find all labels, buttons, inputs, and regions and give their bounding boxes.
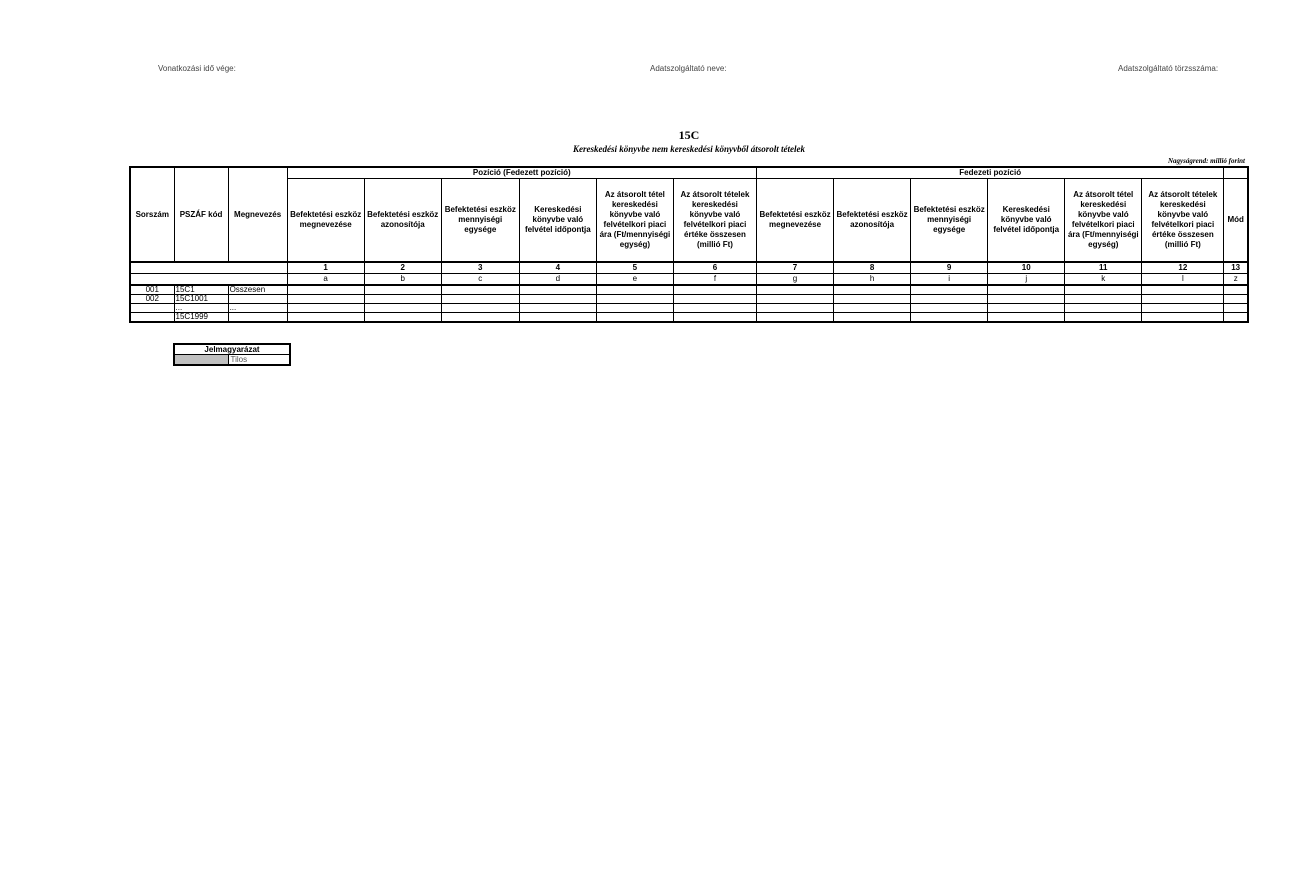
data-cell[interactable] [441,304,519,313]
col-header: Kereskedési könyvbe való felvétel időpontja [988,179,1065,263]
data-cell[interactable] [988,313,1065,323]
col-number: 12 [1142,262,1224,274]
cell-megnevezes [228,313,287,323]
data-cell[interactable] [911,304,988,313]
data-cell[interactable] [596,295,673,304]
data-cell[interactable] [834,285,911,295]
col-header: Befektetési eszköz azonosítója [364,179,441,263]
col-number: 5 [596,262,673,274]
provider-id-label: Adatszolgáltató törzsszáma: [1118,64,1219,73]
data-cell[interactable] [364,313,441,323]
data-cell[interactable] [1224,295,1248,304]
cell-sorszam: 001 [130,285,174,295]
data-cell[interactable] [1224,285,1248,295]
cell-kod: 15C1 [174,285,228,295]
data-cell[interactable] [673,304,756,313]
legend-label-forbidden: Tilos [228,355,290,366]
col-header: Az átsorolt tételek kereskedési könyvbe való felvételkori piaci értéke összesen (millió Ft) [673,179,756,263]
letter-spacer [130,274,287,286]
data-cell[interactable] [519,285,596,295]
data-cell[interactable] [364,285,441,295]
data-cell[interactable] [1224,304,1248,313]
col-letter: l [1142,274,1224,286]
data-cell[interactable] [1142,313,1224,323]
num-spacer [130,262,287,274]
unit-label: Nagyságrend: millió forint [1167,157,1245,165]
data-cell[interactable] [1224,313,1248,323]
col-header: Az átsorolt tétel kereskedési könyvbe való felvételkori piaci ára (Ft/mennyiségi egység) [1065,179,1142,263]
form-title: Kereskedési könyvbe nem kereskedési könyvből átsorolt tételek [573,144,805,154]
data-cell[interactable] [364,304,441,313]
data-cell[interactable] [988,304,1065,313]
data-cell[interactable] [1142,304,1224,313]
data-cell[interactable] [596,285,673,295]
col-number: 2 [364,262,441,274]
data-cell[interactable] [673,295,756,304]
data-cell[interactable] [757,285,834,295]
data-cell[interactable] [596,313,673,323]
header-pszaf-kod: PSZÁF kód [174,167,228,262]
data-cell[interactable] [1142,285,1224,295]
data-cell[interactable] [1065,304,1142,313]
col-letter: z [1224,274,1248,286]
data-cell[interactable] [287,313,364,323]
data-cell[interactable] [757,313,834,323]
data-cell[interactable] [834,304,911,313]
col-header: Az átsorolt tételek kereskedési könyvbe való felvételkori piaci értéke összesen (millió Ft) [1142,179,1224,263]
cell-sorszam [130,304,174,313]
data-cell[interactable] [441,285,519,295]
provider-name-label: Adatszolgáltató neve: [650,64,727,73]
header-megnevezes: Megnevezés [228,167,287,262]
col-number: 1 [287,262,364,274]
cell-megnevezes [228,295,287,304]
cell-megnevezes: ... [228,304,287,313]
col-header: Befektetési eszköz megnevezése [757,179,834,263]
col-letter: f [673,274,756,286]
data-cell[interactable] [441,295,519,304]
col-letter: d [519,274,596,286]
col-header: Kereskedési könyvbe való felvétel időpontja [519,179,596,263]
col-number: 3 [441,262,519,274]
table-row [130,285,1248,295]
group-empty [1224,167,1248,179]
col-letter: i [911,274,988,286]
col-number: 9 [911,262,988,274]
col-number: 4 [519,262,596,274]
cell-sorszam [130,313,174,323]
cell-kod: 15C1001 [174,295,228,304]
data-cell[interactable] [911,285,988,295]
data-cell[interactable] [988,285,1065,295]
cell-kod: 15C1999 [174,313,228,323]
cell-sorszam: 002 [130,295,174,304]
data-cell[interactable] [1142,295,1224,304]
data-cell[interactable] [1065,285,1142,295]
cell-megnevezes: Összesen [228,285,287,295]
data-cell[interactable] [834,313,911,323]
col-number: 7 [757,262,834,274]
col-letter: e [596,274,673,286]
data-cell[interactable] [287,285,364,295]
col-number: 8 [834,262,911,274]
data-cell[interactable] [364,295,441,304]
col-header: Az átsorolt tétel kereskedési könyvbe való felvételkori piaci ára (Ft/mennyiségi egység) [596,179,673,263]
cell-kod: ... [174,304,228,313]
col-header: Befektetési eszköz mennyiségi egysége [911,179,988,263]
col-letter: b [364,274,441,286]
report-table [129,166,1249,323]
data-cell[interactable] [673,313,756,323]
data-cell[interactable] [911,295,988,304]
col-number: 10 [988,262,1065,274]
col-header: Befektetési eszköz mennyiségi egysége [441,179,519,263]
legend-swatch-forbidden [174,355,228,366]
legend-title: Jelmagyarázat [174,344,290,355]
col-header: Befektetési eszköz megnevezése [287,179,364,263]
col-number: 6 [673,262,756,274]
data-cell[interactable] [287,295,364,304]
data-cell[interactable] [834,295,911,304]
data-cell[interactable] [757,304,834,313]
table-row [130,313,1248,323]
data-cell[interactable] [1065,295,1142,304]
form-code: 15C [678,128,700,142]
data-cell[interactable] [287,304,364,313]
col-number: 13 [1224,262,1248,274]
data-cell[interactable] [1065,313,1142,323]
period-end-label: Vonatkozási idő vége: [158,64,236,73]
data-cell[interactable] [757,295,834,304]
data-cell[interactable] [596,304,673,313]
data-cell[interactable] [519,295,596,304]
col-letter: a [287,274,364,286]
data-cell[interactable] [673,285,756,295]
table-row [130,304,1248,313]
header-sorszam: Sorszám [130,167,174,262]
data-cell[interactable] [519,304,596,313]
legend [173,343,291,366]
col-letter: k [1065,274,1142,286]
group-position: Pozíció (Fedezett pozíció) [287,167,756,179]
data-cell[interactable] [911,313,988,323]
col-letter: j [988,274,1065,286]
col-letter: c [441,274,519,286]
col-letter: h [834,274,911,286]
group-hedge: Fedezeti pozíció [757,167,1224,179]
col-letter: g [757,274,834,286]
table-row [130,295,1248,304]
col-number: 11 [1065,262,1142,274]
col-header: Befektetési eszköz azonosítója [834,179,911,263]
data-cell[interactable] [519,313,596,323]
col-header-mod: Mód [1224,179,1248,263]
data-cell[interactable] [441,313,519,323]
data-cell[interactable] [988,295,1065,304]
